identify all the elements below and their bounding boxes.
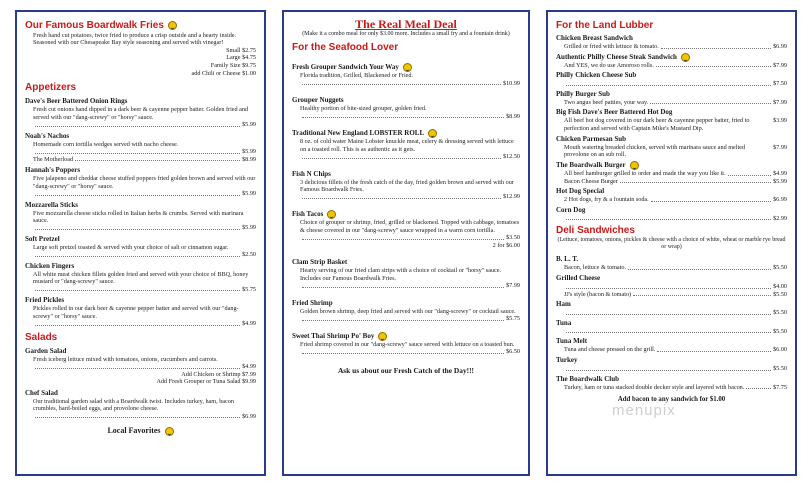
item-name [556, 161, 787, 170]
seafood-item [292, 210, 520, 249]
dot-leader [628, 264, 771, 270]
price-row-label: Tuna and cheese pressed on the grill. [564, 346, 656, 354]
item-description: All white meat chicken fillets golden fried and served with your choice of BBQ, honey mustard or "dang-screwy" sauce. [33, 271, 249, 286]
menu-panel-middle [282, 10, 530, 476]
price-row [25, 148, 256, 156]
dot-leader [728, 170, 772, 176]
smiley-icon [168, 21, 177, 30]
dot-leader [35, 363, 240, 369]
price: $5.50 [773, 290, 787, 298]
item-name [556, 135, 787, 144]
item-description: Golden brown shrimp, deep fried and served with our "dang-screwy" or cocktail sauce. [300, 307, 516, 315]
dot-leader [566, 80, 771, 86]
add-on-label: Add Chicken or Shrimp [181, 370, 241, 378]
price-row [556, 178, 787, 186]
price-row [556, 365, 787, 373]
dot-leader [302, 193, 501, 199]
dot-leader [566, 309, 771, 315]
item-name: Chicken Fingers [25, 262, 75, 270]
item-name-text: Chicken Breast Sandwich [556, 34, 633, 42]
smiley-icon [403, 63, 412, 72]
price-row [25, 320, 256, 328]
appetizer-item [25, 132, 256, 164]
item-name [556, 71, 787, 80]
price-row [25, 156, 256, 164]
item-name: Tuna Melt [556, 337, 588, 346]
appetizer-item [25, 235, 256, 259]
item-name: Mozzarella Sticks [25, 200, 78, 209]
add-bacon-footer: Add bacon to any sandwich for $1.00 [617, 396, 726, 404]
price: $6.99 [773, 43, 787, 50]
item-description: Fried shrimp covered in our "dang-screwy" sauce served with lettuce on a toasted bun. [300, 340, 515, 348]
fries-size [25, 70, 256, 78]
item-extra: 2 for $6.00 [492, 241, 520, 249]
appetizer-item [25, 201, 256, 232]
dot-leader [35, 320, 240, 326]
item-name [292, 96, 520, 105]
item-name-text: Fried Shrimp [292, 298, 333, 307]
dot-leader [35, 121, 240, 127]
item-name: Fried Pickles [25, 296, 65, 305]
dot-leader [746, 384, 771, 390]
land-item [556, 71, 787, 88]
item-name [292, 210, 520, 219]
fries-size [25, 62, 256, 70]
smiley-icon [327, 210, 336, 219]
fries-heading: Our Famous Boardwalk Fries [25, 20, 256, 32]
item-description: Choice of grouper or shrimp, fried, grilled or blackened. Topped with cabbage, tomatoes & cheese covered in our "dang-screwy" sauce wrapped in a warm corn tortilla. [300, 219, 520, 234]
dot-leader [35, 251, 240, 257]
price: $5.99 [773, 177, 787, 185]
price: $8.99 [506, 112, 520, 120]
deli-item [556, 319, 787, 336]
smiley-icon [378, 332, 387, 341]
dot-leader [35, 224, 240, 230]
item-name-text: Clam Strip Basket [292, 258, 348, 267]
salad-item [25, 389, 256, 420]
item-name [556, 206, 787, 215]
price: $7.99 [773, 143, 787, 151]
price-row [556, 99, 787, 107]
dot-leader [35, 413, 240, 419]
item-name [556, 90, 787, 99]
price: $8.99 [242, 155, 256, 163]
salad-item [25, 347, 256, 386]
item-name-text: Fresh Grouper Sandwich Your Way [292, 63, 399, 72]
item-name [292, 129, 520, 138]
price-row [556, 384, 787, 392]
catch-of-day-footer: Ask us about our Fresh Catch of the Day!!! [337, 365, 475, 375]
appetizer-item [25, 166, 256, 197]
dot-leader [566, 215, 771, 221]
price: $5.99 [242, 121, 256, 128]
price-row-label: Turkey, ham or tuna stacked double decker style and layered with bacon. [564, 383, 745, 391]
deli-item [556, 300, 787, 317]
combo-note: (Make it a combo meal for only $3.00 more. Includes a small fry and a fountain drink) [302, 31, 510, 37]
dot-leader [651, 196, 771, 202]
item-name [292, 258, 520, 267]
price-row-label: Grilled or fried with lettuce & tomato. [564, 43, 659, 50]
dot-leader [633, 291, 771, 297]
land-item [556, 161, 787, 185]
dot-leader [661, 43, 771, 49]
land-item [556, 187, 787, 204]
item-name-text: Chicken Parmesan Sub [556, 134, 627, 143]
fries-size-label: add Chili or Cheese [191, 69, 241, 77]
price-row [292, 153, 520, 161]
seafood-item [292, 332, 520, 356]
land-lubber-heading: For the Land Lubber [556, 20, 654, 31]
watermark: menupix [612, 402, 676, 419]
dot-leader [35, 148, 240, 154]
item-description: Five mozzarella cheese sticks rolled in Italian herbs & crumbs. Served with marinara sauce. [33, 209, 244, 224]
price-row [556, 170, 787, 178]
smiley-icon [428, 129, 437, 138]
deli-list [556, 255, 787, 391]
price: $2.50 [242, 251, 256, 259]
price: $4.99 [242, 363, 256, 371]
dot-leader [35, 190, 240, 196]
land-item [556, 34, 787, 51]
dot-leader [302, 348, 504, 354]
price-row [556, 43, 787, 51]
fries-size-price: $4.75 [242, 54, 256, 62]
salad-add-on [25, 378, 256, 386]
item-description: Healthy portion of bite-sized grouper, golden fried. [300, 105, 427, 113]
land-item [556, 90, 787, 107]
item-name: Turkey [556, 355, 578, 364]
price: $7.75 [773, 383, 787, 391]
real-meal-deal-title: The Real Meal Deal [355, 17, 457, 31]
price: $5.75 [242, 285, 256, 293]
item-name: Tuna [556, 318, 572, 327]
item-name [292, 170, 520, 179]
deli-item [556, 274, 787, 298]
item-name-text: Grouper Nuggets [292, 96, 344, 105]
item-name-text: Fish Tacos [292, 210, 324, 219]
price: $4.99 [773, 169, 787, 177]
price-row [292, 282, 520, 290]
fries-description: Fresh hand cut potatoes, twice fried to produce a crisp outside and a hearty inside. Seasoned with our Chesapeake Bay style seasoning and served with vinegar! [33, 32, 237, 47]
fries-size-label: Family Size [210, 62, 241, 69]
price: $5.99 [242, 148, 256, 155]
smiley-icon [630, 161, 639, 170]
deli-item [556, 255, 787, 272]
item-name: Chef Salad [25, 389, 58, 397]
price-row [556, 264, 787, 272]
price-row-label: Bacon Cheese Burger [564, 177, 618, 185]
add-on-label: Add Fresh Grouper or Tuna Salad [156, 378, 241, 386]
item-name-text: The Boardwalk Burger [556, 160, 626, 169]
item-name: The Boardwalk Club [556, 374, 620, 383]
price-row-label: 2 Hot dogs, fry & a fountain soda. [564, 196, 649, 204]
price-row [556, 215, 787, 223]
item-name-text: Big Fish Dave's Beer Battered Hot Dog [556, 108, 673, 117]
price: $7.99 [506, 281, 520, 289]
dot-leader [566, 283, 771, 289]
price-row-label: All beef hamburger grilled to order and made the way you like it. [564, 169, 726, 177]
price-row [25, 190, 256, 198]
price-row [25, 413, 256, 421]
price: $10.99 [502, 79, 520, 87]
item-name [556, 108, 787, 117]
price-row [556, 80, 787, 88]
item-description: Fresh iceberg lettuce mixed with tomatoes, onions, cucumbers and carrots. [33, 355, 218, 363]
item-description: Hearty serving of our fried clam strips with a choice of cocktail or "horsy" sauce. Includes our Famous Boardwalk Fries. [300, 267, 502, 282]
price-row [292, 80, 520, 88]
dot-leader [656, 62, 771, 68]
dot-leader [35, 286, 240, 292]
item-description: Florida tradition, Grilled, Blackened or Fried. [300, 72, 414, 80]
seafood-item [292, 258, 520, 289]
price: $5.50 [773, 264, 787, 272]
land-item [556, 135, 787, 159]
item-name [556, 187, 787, 196]
salad-list [25, 347, 256, 421]
deli-heading: Deli Sandwiches [556, 225, 635, 237]
seafood-item [292, 170, 520, 201]
price-row [556, 309, 787, 317]
appetizer-list [25, 97, 256, 328]
appetizer-item [25, 296, 256, 327]
price: $6.00 [773, 346, 787, 354]
item-name: Garden Salad [25, 346, 67, 355]
dot-leader [302, 113, 504, 119]
seafood-item [292, 63, 520, 87]
item-name-text: Fish N Chips [292, 169, 331, 178]
price: $5.50 [773, 364, 787, 372]
item-name-text: Philly Burger Sub [556, 89, 610, 98]
item-description: Homemade corn tortilla wedges served with nacho cheese. [33, 140, 179, 148]
price: $2.99 [773, 214, 787, 222]
fries-size [25, 54, 256, 62]
salad-add-on [25, 371, 256, 379]
price: $7.99 [773, 61, 787, 69]
deli-item [556, 337, 787, 354]
item-description: Pickles rolled in our dark beer & cayenne pepper batter and served with our "dang-screwy" or "horsy" sauce. [33, 305, 239, 320]
seafood-list [292, 63, 520, 356]
menu-panel-left [15, 10, 266, 476]
land-item [556, 53, 787, 70]
dot-leader [302, 282, 504, 288]
price-row [25, 286, 256, 294]
item-name: Noah's Nachos [25, 131, 70, 140]
price-row [556, 62, 787, 70]
price: $3.99 [773, 117, 787, 125]
price-row [556, 346, 787, 354]
price-row [556, 196, 787, 204]
add-on-price: $9.99 [242, 378, 256, 386]
price: $5.99 [242, 190, 256, 197]
price: $3.50 [506, 233, 520, 241]
item-description: Fresh cut onions hand dipped in a dark beer & cayenne pepper batter. Golden fried and served with our "dang-screwy" or "horsy" sauce. [33, 106, 249, 121]
price: $6.99 [773, 196, 787, 204]
dot-leader [302, 153, 501, 159]
item-description: 3 delicious fillets of the fresh catch of the day, fried golden brown and served with our Famous Boardwalk Fries. [300, 178, 514, 194]
dot-leader [650, 99, 771, 105]
item-description: 8 oz. of cold water Maine Lobster knuckle meat, celery & dressing served with lettuce on a toasted roll. This is as authentic as it gets. [300, 138, 514, 153]
land-item [556, 108, 787, 132]
price-row [292, 348, 520, 356]
price-row [556, 328, 787, 336]
price-row-label: Mouth watering breaded chicken, served with marinara sauce and melted provolone on an sub roll. [564, 143, 746, 159]
land-item [556, 206, 787, 223]
seafood-item [292, 129, 520, 161]
price: $7.99 [773, 98, 787, 106]
price-row [292, 193, 520, 201]
price: $6.99 [242, 412, 256, 420]
deli-item [556, 356, 787, 373]
price: $5.75 [506, 314, 520, 322]
price-row-label: And YES, we do use Amoroso rolls. [564, 61, 654, 69]
price-row [25, 224, 256, 232]
seafood-heading: For the Seafood Lover [292, 42, 399, 53]
dot-leader [566, 328, 771, 334]
item-name: Soft Pretzel [25, 235, 60, 243]
fries-size-price: $9.75 [242, 62, 256, 69]
price-row [556, 117, 787, 132]
price-row [556, 291, 787, 299]
item-name [556, 34, 787, 43]
price: $12.99 [502, 193, 520, 201]
price-row [25, 121, 256, 129]
dot-leader [302, 315, 504, 321]
price: $7.50 [773, 80, 787, 88]
fries-size-label: Large [226, 54, 241, 62]
smiley-icon [165, 427, 174, 436]
dot-leader [657, 346, 771, 352]
item-name: Hannah's Poppers [25, 166, 81, 175]
item-name [556, 53, 787, 62]
price: $12.50 [502, 153, 520, 161]
price-row-label: Bacon, lettuce & tomato. [564, 264, 627, 272]
dot-leader [620, 178, 771, 184]
price-row [292, 234, 520, 242]
item-name [292, 299, 520, 308]
item-name-text: Hot Dog Special [556, 187, 605, 196]
item-name: Dave's Beer Battered Onion Rings [25, 97, 128, 106]
item-name: Grilled Cheese [556, 273, 601, 282]
local-favorites-footer: Local Favorites [25, 426, 256, 436]
fries-size-price: $1.00 [242, 69, 256, 77]
item-description: Five jalapeno and cheddar cheese stuffed poppers fried golden brown and served with our "dang-screwy" or "horsy" sauce. [33, 175, 256, 190]
fries-size-list [25, 47, 256, 77]
price-row [556, 144, 787, 159]
price: $5.50 [773, 309, 787, 317]
price-row [25, 251, 256, 259]
price: $4.99 [242, 320, 256, 328]
item-name-text: Authentic Philly Cheese Steak Sandwich [556, 52, 677, 61]
appetizers-heading: Appetizers [25, 82, 77, 94]
deli-item [556, 375, 787, 392]
price-row [25, 363, 256, 371]
price: $5.50 [773, 327, 787, 335]
salads-heading: Salads [25, 331, 58, 343]
dot-leader [302, 234, 504, 240]
appetizer-item [25, 97, 256, 128]
item-name-text: Traditional New England LOBSTER ROLL [292, 129, 425, 138]
item-name-text: Corn Dog [556, 205, 586, 214]
dot-leader [75, 156, 240, 162]
land-lubber-list [556, 34, 787, 222]
item-name [292, 332, 520, 341]
price-row [556, 283, 787, 291]
price-row-label: JJ's style (bacon & tomato) [564, 290, 632, 298]
appetizer-item [25, 262, 256, 293]
price-row [292, 113, 520, 121]
item-name-text: Sweet Thai Shrimp Po' Boy [292, 331, 375, 340]
item-name: B. L. T. [556, 255, 579, 264]
seafood-item [292, 96, 520, 120]
price: $6.50 [506, 348, 520, 356]
price-row-label: All beef hot dog covered in our dark beer & cayenne pepper batter, fried to perfection and served with Captain Mike's Mustard Dip. [564, 117, 750, 133]
price-row [292, 315, 520, 323]
price: $4.00 [773, 282, 787, 290]
item-description: Our traditional garden salad with a Boardwalk twist. Includes turkey, ham, bacon crumbles, hard-boiled eggs, and provolone cheese. [33, 398, 234, 413]
price-row-label: Two angus beef patties, your way. [564, 98, 649, 106]
item-name: Ham [556, 300, 571, 309]
fries-size-label: Small [226, 46, 241, 54]
item-name-text: Philly Chicken Cheese Sub [556, 71, 637, 80]
dot-leader [302, 80, 501, 86]
dot-leader [566, 365, 771, 371]
smiley-icon [681, 53, 690, 62]
price: $5.99 [242, 224, 256, 232]
fries-size-price: $2.75 [242, 46, 256, 54]
item-description: Large soft pretzel toasted & served with your choice of salt or cinnamon sugar. [33, 244, 229, 251]
deli-note: (Lettuce, tomatoes, onions, pickles & cheese with a choice of white, wheat or marble rye bread or wrap) [557, 237, 786, 251]
item-name [292, 63, 520, 72]
fries-size [25, 47, 256, 55]
add-on-price: $7.99 [242, 370, 256, 378]
seafood-item [292, 299, 520, 323]
price-row-label: The Motherload [33, 155, 74, 163]
